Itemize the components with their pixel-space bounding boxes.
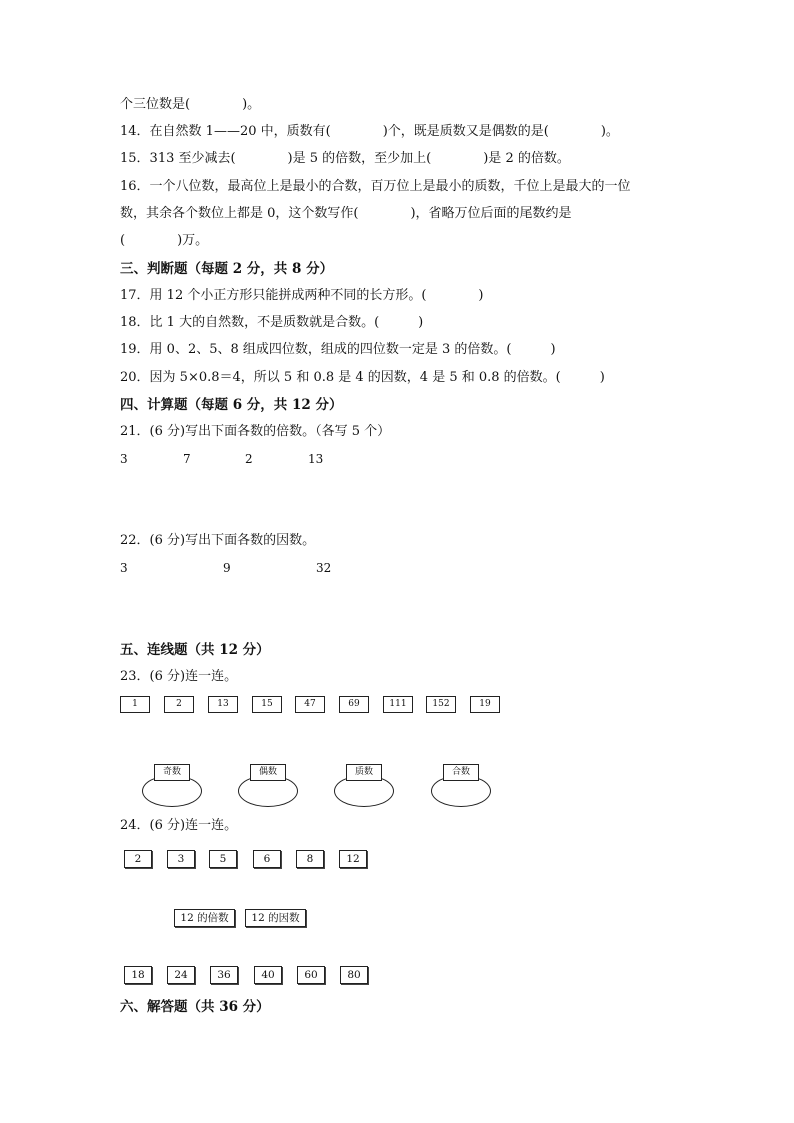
q24-top-box: 12 (339, 850, 367, 868)
composite-tag: 合数 (443, 764, 479, 781)
section-5-heading: 五、连线题（共 12 分） (120, 642, 270, 658)
q24-top-box: 2 (124, 850, 152, 868)
section-4-heading: 四、计算题（每题 6 分，共 12 分） (120, 397, 343, 413)
factors-of-12-box: 12 的因数 (245, 909, 306, 927)
q24-bottom-box: 18 (124, 966, 152, 984)
question-21: 21．(6 分)写出下面各数的倍数。（各写 5 个） (120, 424, 391, 439)
q21-number: 2 (245, 452, 253, 466)
q24-top-box: 6 (253, 850, 281, 868)
q24-bottom-box: 36 (210, 966, 238, 984)
multiples-of-12-box: 12 的倍数 (174, 909, 235, 927)
section-6-heading: 六、解答题（共 36 分） (120, 999, 270, 1015)
question-19: 19．用 0、2、5、8 组成四位数，组成的四位数一定是 3 的倍数。( ) (120, 342, 556, 357)
q24-bottom-box: 60 (297, 966, 325, 984)
q23-number-box: 13 (208, 696, 238, 713)
question-17: 17．用 12 个小正方形只能拼成两种不同的长方形。( ) (120, 288, 484, 303)
q23-number-box: 47 (295, 696, 325, 713)
question-14: 14．在自然数 1——20 中，质数有( )个，既是质数又是偶数的是( )。 (120, 124, 619, 139)
q23-number-box: 15 (252, 696, 282, 713)
q23-number-box: 152 (426, 696, 456, 713)
q21-number: 13 (308, 452, 324, 466)
q21-number: 7 (183, 452, 191, 466)
question-15: 15．313 至少减去( )是 5 的倍数，至少加上( )是 2 的倍数。 (120, 151, 570, 166)
q24-top-box: 5 (209, 850, 237, 868)
question-16-line2: 数，其余各个数位上都是 0，这个数写作( )，省略万位后面的尾数约是 (120, 206, 572, 221)
q22-number: 32 (316, 561, 332, 575)
q22-number: 9 (223, 561, 231, 575)
line-continuation: 个三位数是( )。 (120, 97, 261, 112)
q23-number-box: 2 (164, 696, 194, 713)
question-20: 20．因为 5×0.8＝4，所以 5 和 0.8 是 4 的因数，4 是 5 和 0.8 的倍数。( ) (120, 370, 605, 385)
odd-tag: 奇数 (154, 764, 190, 781)
q24-top-box: 3 (167, 850, 195, 868)
q21-number: 3 (120, 452, 128, 466)
question-22: 22．(6 分)写出下面各数的因数。 (120, 533, 316, 548)
question-16-line3: ( )万。 (120, 233, 209, 248)
question-24: 24．(6 分)连一连。 (120, 818, 238, 833)
question-16-line1: 16．一个八位数，最高位上是最小的合数，百万位上是最小的质数，千位上是最大的一位 (120, 179, 631, 194)
q24-bottom-box: 40 (254, 966, 282, 984)
q23-number-box: 69 (339, 696, 369, 713)
prime-tag: 质数 (346, 764, 382, 781)
q22-number: 3 (120, 561, 128, 575)
question-23: 23．(6 分)连一连。 (120, 669, 238, 684)
q24-bottom-box: 80 (340, 966, 368, 984)
q23-number-box: 19 (470, 696, 500, 713)
section-3-heading: 三、判断题（每题 2 分，共 8 分） (120, 261, 334, 277)
q23-number-box: 1 (120, 696, 150, 713)
question-18: 18．比 1 大的自然数，不是质数就是合数。( ) (120, 315, 424, 330)
q23-number-box: 111 (383, 696, 413, 713)
q24-bottom-box: 24 (167, 966, 195, 984)
even-tag: 偶数 (250, 764, 286, 781)
q24-top-box: 8 (296, 850, 324, 868)
